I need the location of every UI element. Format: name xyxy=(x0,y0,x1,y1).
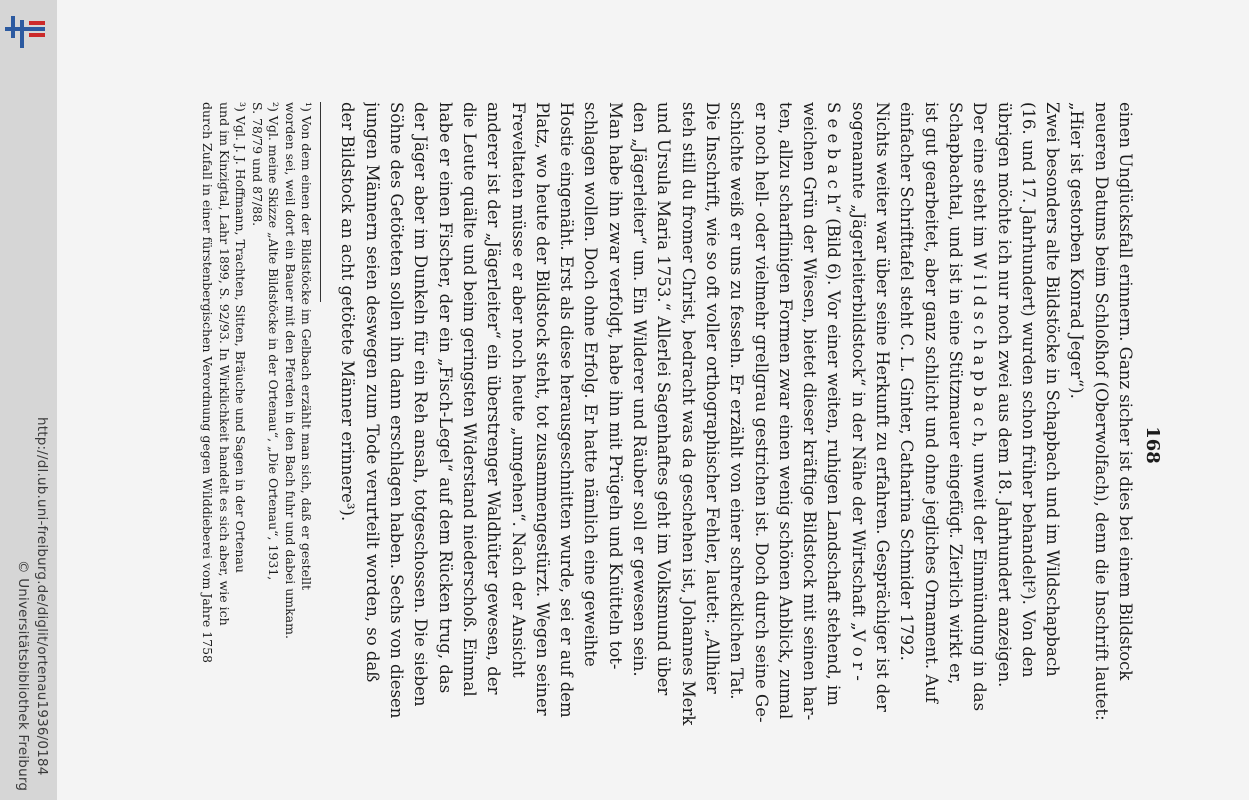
footnote-divider xyxy=(320,102,321,302)
body-line: jungen Männern seien deswegen zum Tode verurteilt worden, so daß xyxy=(362,102,382,683)
page-number: 168 xyxy=(1142,426,1163,464)
footnote-line: worden sei, weil dort ein Bauer mit den Pferden in den Bach fuhr und dabei umkam. xyxy=(282,102,298,639)
body-line: Der eine steht im W i l d s c h a p b a c h, unweit der Einmündung in das xyxy=(970,102,990,712)
page-text-block xyxy=(163,102,1163,788)
body-line: Schapbachtal, und ist in eine Stützmauer eingefügt. Zierlich wirkt er, xyxy=(945,102,965,685)
body-line: sogenannte „Jägerleiterbildstock“ in der Nähe der Wirtschaft „V o r - xyxy=(848,102,868,681)
body-line: Platz, wo heute der Bildstock steht, tot zusammengestürzt. Wegen seiner xyxy=(532,102,552,716)
body-line: „Hier ist gestorben Konrad Jeger“). xyxy=(1067,102,1087,399)
footnote-line: ³) Vgl. J. J. Hoffmann, Trachten, Sitten, Bräuche und Sagen in der Ortenau xyxy=(233,102,249,573)
body-line: der Bildstock an acht getötete Männer erinnere³). xyxy=(338,102,358,522)
body-line: Man habe ihn zwar verfolgt, habe ihn mit Prügeln und Knütteln tot- xyxy=(605,102,625,670)
body-line: S e e b a c h“ (Bild 6). Vor einer weiten, ruhigen Landschaft stehend, im xyxy=(824,102,844,706)
body-line: einen Unglücksfall erinnern. Ganz sicher ist dies bei einem Bildstock xyxy=(1116,102,1135,681)
body-line: steh still du fromer Christ, bedracht was da geschehen ist, Johannes Merk xyxy=(678,102,698,726)
body-line: weichen Grün der Wiesen, bietet dieser kräftige Bildstock mit seinen har- xyxy=(800,102,820,721)
viewer-sidebar xyxy=(0,0,57,800)
footnote-line: durch Zufall in einer fürstenbergischen Verordnung gegen Wilddieberei vom Jahre 1758 xyxy=(200,102,216,664)
body-line: er noch hell- oder vielmehr grellgrau gestrichen ist. Doch durch seine Ge- xyxy=(751,102,771,723)
body-line: die Leute quälte und beim geringsten Widerstand niederschoß. Einmal xyxy=(459,102,479,697)
body-line: schlagen wollen. Doch ohne Erfolg. Er hatte nämlich eine geweihte xyxy=(581,102,601,667)
body-line: (16. und 17. Jahrhundert) wurden schon früher behandelt²). Von den xyxy=(1018,102,1038,678)
body-line: schichte weiß er uns zu fesseln. Er erzählt von einer schrecklichen Tat. xyxy=(727,102,747,700)
body-line: übrigen möchte ich nur noch zwei aus dem 18. Jahrhundert anzeigen. xyxy=(994,102,1014,688)
body-line: anderer ist der „Jägerleiter“ ein überstrenger Waldhüter gewesen, der xyxy=(484,102,504,695)
copyright-notice: © Universitätsbibliothek Freiburg xyxy=(15,560,31,792)
body-line: und Ursula Maria 1753.“ Allerlei Sagenhaftes geht im Volksmund über xyxy=(654,102,674,696)
body-line: Die Inschrift, wie so oft voller orthographischer Fehler, lautet: „Allhier xyxy=(702,102,722,694)
body-line: Zwei besonders alte Bildstöcke in Schapbach und im Wildschapbach xyxy=(1043,102,1063,677)
body-line: der Jäger aber im Dunkeln für ein Reh ansah, totgeschossen. Die sieben xyxy=(411,102,431,707)
body-line: ten, allzu scharflinigen Formen zwar einen wenig schönen Anblick, zumal xyxy=(775,102,795,720)
body-line: einfacher Schrifttafel steht C. L. Ginter, Catharina Schmider 1792. xyxy=(897,102,917,661)
body-line: Nichts weiter war über seine Herkunft zu erfahren. Gesprächiger ist der xyxy=(873,102,893,712)
footnote-line: und im Kinzigtal, Lahr 1899, S. 92/93. In Wirklichkeit handelt es sich aber, wie ich xyxy=(216,102,232,626)
footnote-line: ²) Vgl. meine Skizze „Alte Bildstöcke in der Ortenau“, „Die Ortenau“, 1931, xyxy=(266,102,282,581)
document-url-link[interactable]: http://dl.ub.uni-freiburg.de/diglit/ortenau1936/0184 xyxy=(34,417,50,776)
body-line: Hostie eingenäht. Erst als diese herausgeschnitten wurde, sei er auf dem xyxy=(557,102,577,718)
footnote-line: S. 78/79 und 87/88. xyxy=(249,102,265,227)
body-line: Söhne des Getöteten sollen ihn dann erschlagen haben. Sechs von diesen xyxy=(387,102,407,719)
body-line: Freveltaten müsse er aber noch heute „umgehen“. Nach der Ansicht xyxy=(508,102,528,678)
footnote-line: ¹) Von dem einen der Bildstöcke im Gelbach erzählt man sich, daß er gestellt xyxy=(299,102,315,591)
body-line: habe er einen Fischer, der ein „Fisch-Legel“ auf dem Rücken trug, das xyxy=(435,102,455,694)
body-line: den „Jägerleiter“ um. Ein Wilderer und Räuber soll er gewesen sein. xyxy=(630,102,650,677)
body-line: neueren Datums beim Schloßhof (Oberwolfach), denn die Inschrift lautet: xyxy=(1091,102,1111,721)
body-line: ist gut gearbeitet, aber ganz schlicht und ohne jegliches Ornament. Auf xyxy=(921,102,941,704)
library-logo-icon xyxy=(2,12,48,48)
